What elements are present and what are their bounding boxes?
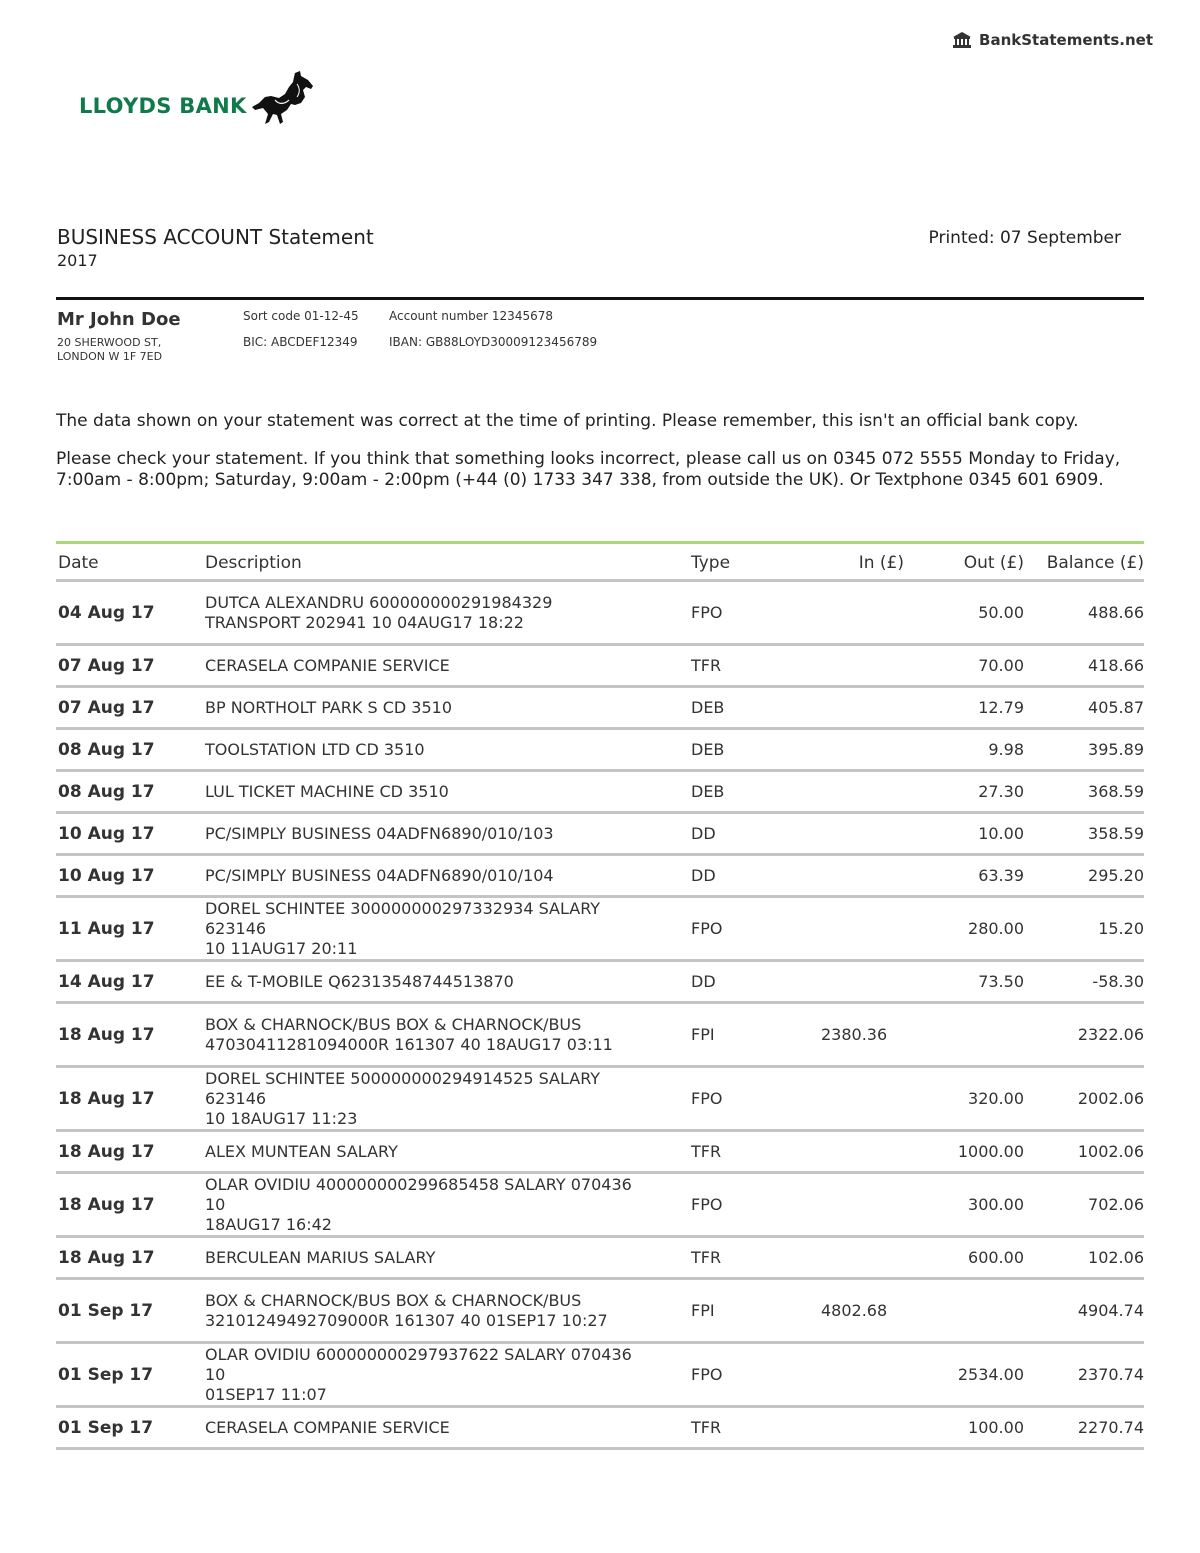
row-type: FPI [689, 1003, 799, 1067]
row-description [203, 1003, 689, 1067]
table-row [56, 961, 1144, 1003]
description-line: 623146 [205, 1088, 267, 1108]
row-balance: 2322.06 [1024, 1003, 1144, 1067]
row-out: 300.00 [904, 1173, 1024, 1237]
row-out: 100.00 [904, 1407, 1024, 1449]
row-date: 18 Aug 17 [56, 1131, 203, 1173]
description-line: BOX & CHARNOCK/BUS BOX & CHARNOCK/BUS [205, 1014, 582, 1034]
table-row [56, 1131, 1144, 1173]
row-out: 1000.00 [904, 1131, 1024, 1173]
row-in [799, 1067, 904, 1131]
printed-date: Printed: 07 September [928, 228, 1121, 248]
account-number: Account number 12345678 [389, 309, 553, 323]
row-description [203, 1067, 689, 1131]
row-balance: 358.59 [1024, 813, 1144, 855]
row-in [799, 813, 904, 855]
row-date: 01 Sep 17 [56, 1407, 203, 1449]
row-description [203, 1279, 689, 1343]
row-out: 9.98 [904, 729, 1024, 771]
description-line: TOOLSTATION LTD CD 3510 [205, 739, 425, 759]
account-holder-block [57, 307, 197, 364]
statement-year: 2017 [57, 251, 98, 270]
row-balance: 1002.06 [1024, 1131, 1144, 1173]
description-line: 623146 [205, 918, 267, 938]
row-date: 04 Aug 17 [56, 581, 203, 645]
row-out [904, 1279, 1024, 1343]
header-description: Description [203, 546, 689, 581]
row-description [203, 897, 689, 961]
sort-code: Sort code 01-12-45 [243, 309, 359, 323]
row-date: 18 Aug 17 [56, 1067, 203, 1131]
table-row [56, 1407, 1144, 1449]
bank-building-icon [952, 31, 972, 49]
row-type: DEB [689, 687, 799, 729]
row-in: 2380.36 [799, 1003, 904, 1067]
row-out: 73.50 [904, 961, 1024, 1003]
row-description [203, 813, 689, 855]
description-line: CERASELA COMPANIE SERVICE [205, 655, 450, 675]
table-row [56, 1173, 1144, 1237]
watermark-text: BankStatements.net [979, 31, 1153, 49]
header-type: Type [689, 546, 799, 581]
row-out: 12.79 [904, 687, 1024, 729]
description-line: 10 [205, 1364, 226, 1384]
description-line: DOREL SCHINTEE 500000000294914525 SALARY [205, 1068, 601, 1088]
table-row [56, 897, 1144, 961]
row-out: 27.30 [904, 771, 1024, 813]
row-type: FPO [689, 581, 799, 645]
description-line: 10 11AUG17 20:11 [205, 938, 358, 958]
description-line: OLAR OVIDIU 600000000297937622 SALARY 070436 [205, 1344, 632, 1364]
row-balance: 2270.74 [1024, 1407, 1144, 1449]
description-line: 10 18AUG17 11:23 [205, 1108, 358, 1128]
row-description [203, 581, 689, 645]
description-line: CERASELA COMPANIE SERVICE [205, 1417, 450, 1437]
description-line: TRANSPORT 202941 10 04AUG17 18:22 [205, 612, 524, 632]
row-in [799, 961, 904, 1003]
row-type: DD [689, 961, 799, 1003]
header-divider [56, 297, 1144, 300]
row-description [203, 729, 689, 771]
description-line: BOX & CHARNOCK/BUS BOX & CHARNOCK/BUS [205, 1290, 582, 1310]
row-out: 50.00 [904, 581, 1024, 645]
row-type: TFR [689, 1237, 799, 1279]
row-balance: 2370.74 [1024, 1343, 1144, 1407]
table-header-row [56, 546, 1144, 581]
table-row [56, 581, 1144, 645]
row-date: 10 Aug 17 [56, 855, 203, 897]
bic-code: BIC: ABCDEF12349 [243, 335, 358, 349]
row-out: 70.00 [904, 645, 1024, 687]
table-row [56, 1067, 1144, 1131]
row-in [799, 1173, 904, 1237]
row-date: 11 Aug 17 [56, 897, 203, 961]
row-date: 10 Aug 17 [56, 813, 203, 855]
account-codes [243, 309, 359, 361]
description-line: 10 [205, 1194, 226, 1214]
row-balance: 2002.06 [1024, 1067, 1144, 1131]
row-description [203, 771, 689, 813]
account-holder-address: 20 SHERWOOD ST, LONDON W 1F 7ED [57, 336, 163, 363]
description-line: 18AUG17 16:42 [205, 1214, 332, 1234]
notice-accuracy: The data shown on your statement was correct at the time of printing. Please remember, this isn't an official bank copy. [56, 411, 1079, 431]
table-row [56, 1237, 1144, 1279]
row-out [904, 1003, 1024, 1067]
row-out: 280.00 [904, 897, 1024, 961]
description-line: PC/SIMPLY BUSINESS 04ADFN6890/010/104 [205, 865, 554, 885]
row-out: 2534.00 [904, 1343, 1024, 1407]
row-in: 4802.68 [799, 1279, 904, 1343]
row-balance: 488.66 [1024, 581, 1144, 645]
row-description [203, 645, 689, 687]
transactions-table [56, 546, 1144, 1450]
row-in [799, 729, 904, 771]
description-line: LUL TICKET MACHINE CD 3510 [205, 781, 449, 801]
row-in [799, 581, 904, 645]
row-out: 10.00 [904, 813, 1024, 855]
description-line: EE & T-MOBILE Q62313548744513870 [205, 971, 514, 991]
row-balance: 15.20 [1024, 897, 1144, 961]
row-date: 08 Aug 17 [56, 729, 203, 771]
account-numbers [389, 309, 597, 361]
header-out: Out (£) [904, 546, 1024, 581]
header-balance: Balance (£) [1024, 546, 1144, 581]
description-line: OLAR OVIDIU 400000000299685458 SALARY 070436 [205, 1174, 632, 1194]
row-in [799, 897, 904, 961]
row-type: DEB [689, 771, 799, 813]
description-line: PC/SIMPLY BUSINESS 04ADFN6890/010/103 [205, 823, 554, 843]
description-line: DUTCA ALEXANDRU 600000000291984329 [205, 592, 553, 612]
description-line: DOREL SCHINTEE 300000000297332934 SALARY [205, 898, 601, 918]
row-balance: 405.87 [1024, 687, 1144, 729]
row-type: DEB [689, 729, 799, 771]
row-in [799, 855, 904, 897]
row-in [799, 687, 904, 729]
description-line: 32101249492709000R 161307 40 01SEP17 10:27 [205, 1310, 608, 1330]
row-date: 18 Aug 17 [56, 1003, 203, 1067]
table-row [56, 729, 1144, 771]
description-line: 47030411281094000R 161307 40 18AUG17 03:11 [205, 1034, 613, 1054]
row-balance: 295.20 [1024, 855, 1144, 897]
iban-code: IBAN: GB88LOYD30009123456789 [389, 335, 598, 349]
row-date: 07 Aug 17 [56, 687, 203, 729]
row-date: 01 Sep 17 [56, 1343, 203, 1407]
row-balance: 102.06 [1024, 1237, 1144, 1279]
row-date: 07 Aug 17 [56, 645, 203, 687]
row-type: DD [689, 855, 799, 897]
table-row [56, 645, 1144, 687]
row-in [799, 1343, 904, 1407]
row-type: TFR [689, 1131, 799, 1173]
notice-contact: Please check your statement. If you think that something looks incorrect, please call us on 0345 072 5555 Monday to Friday, 7:00am - 8:00pm; Saturday, 9:00am - 2:00pm (+44 (0) 1733 347 338, from outside the UK). Or Textphone 0345 601 6909. [56, 449, 1121, 490]
row-balance: -58.30 [1024, 961, 1144, 1003]
row-in [799, 1237, 904, 1279]
row-date: 18 Aug 17 [56, 1237, 203, 1279]
table-row [56, 1003, 1144, 1067]
row-in [799, 1131, 904, 1173]
table-row [56, 687, 1144, 729]
row-type: TFR [689, 1407, 799, 1449]
row-description [203, 961, 689, 1003]
statement-title-block [57, 225, 374, 270]
description-line: 01SEP17 11:07 [205, 1384, 327, 1404]
bank-name: LLOYDS BANK [79, 94, 247, 118]
row-description [203, 1173, 689, 1237]
row-type: FPO [689, 1343, 799, 1407]
row-out: 320.00 [904, 1067, 1024, 1131]
row-out: 63.39 [904, 855, 1024, 897]
row-description [203, 1343, 689, 1407]
table-row [56, 771, 1144, 813]
row-type: FPO [689, 897, 799, 961]
row-balance: 702.06 [1024, 1173, 1144, 1237]
row-description [203, 1407, 689, 1449]
table-row [56, 855, 1144, 897]
row-in [799, 1407, 904, 1449]
table-top-rule [56, 541, 1144, 544]
statement-title: BUSINESS ACCOUNT Statement [57, 225, 374, 249]
row-description [203, 687, 689, 729]
row-type: TFR [689, 645, 799, 687]
transactions-body [56, 581, 1144, 1449]
row-out: 600.00 [904, 1237, 1024, 1279]
row-in [799, 645, 904, 687]
description-line: BERCULEAN MARIUS SALARY [205, 1247, 436, 1267]
description-line: BP NORTHOLT PARK S CD 3510 [205, 697, 452, 717]
row-type: FPO [689, 1067, 799, 1131]
header-date: Date [56, 546, 203, 581]
row-in [799, 771, 904, 813]
row-description [203, 1237, 689, 1279]
watermark [952, 31, 1153, 49]
bank-logo [79, 70, 319, 126]
account-holder-name: Mr John Doe [57, 309, 181, 330]
row-balance: 368.59 [1024, 771, 1144, 813]
black-horse-icon [251, 70, 319, 126]
row-description [203, 855, 689, 897]
table-row [56, 813, 1144, 855]
description-line: ALEX MUNTEAN SALARY [205, 1141, 398, 1161]
row-description [203, 1131, 689, 1173]
row-type: FPO [689, 1173, 799, 1237]
row-balance: 418.66 [1024, 645, 1144, 687]
row-type: DD [689, 813, 799, 855]
row-date: 01 Sep 17 [56, 1279, 203, 1343]
header-in: In (£) [799, 546, 904, 581]
table-row [56, 1343, 1144, 1407]
row-balance: 4904.74 [1024, 1279, 1144, 1343]
row-date: 08 Aug 17 [56, 771, 203, 813]
row-type: FPI [689, 1279, 799, 1343]
table-row [56, 1279, 1144, 1343]
row-balance: 395.89 [1024, 729, 1144, 771]
row-date: 14 Aug 17 [56, 961, 203, 1003]
row-date: 18 Aug 17 [56, 1173, 203, 1237]
